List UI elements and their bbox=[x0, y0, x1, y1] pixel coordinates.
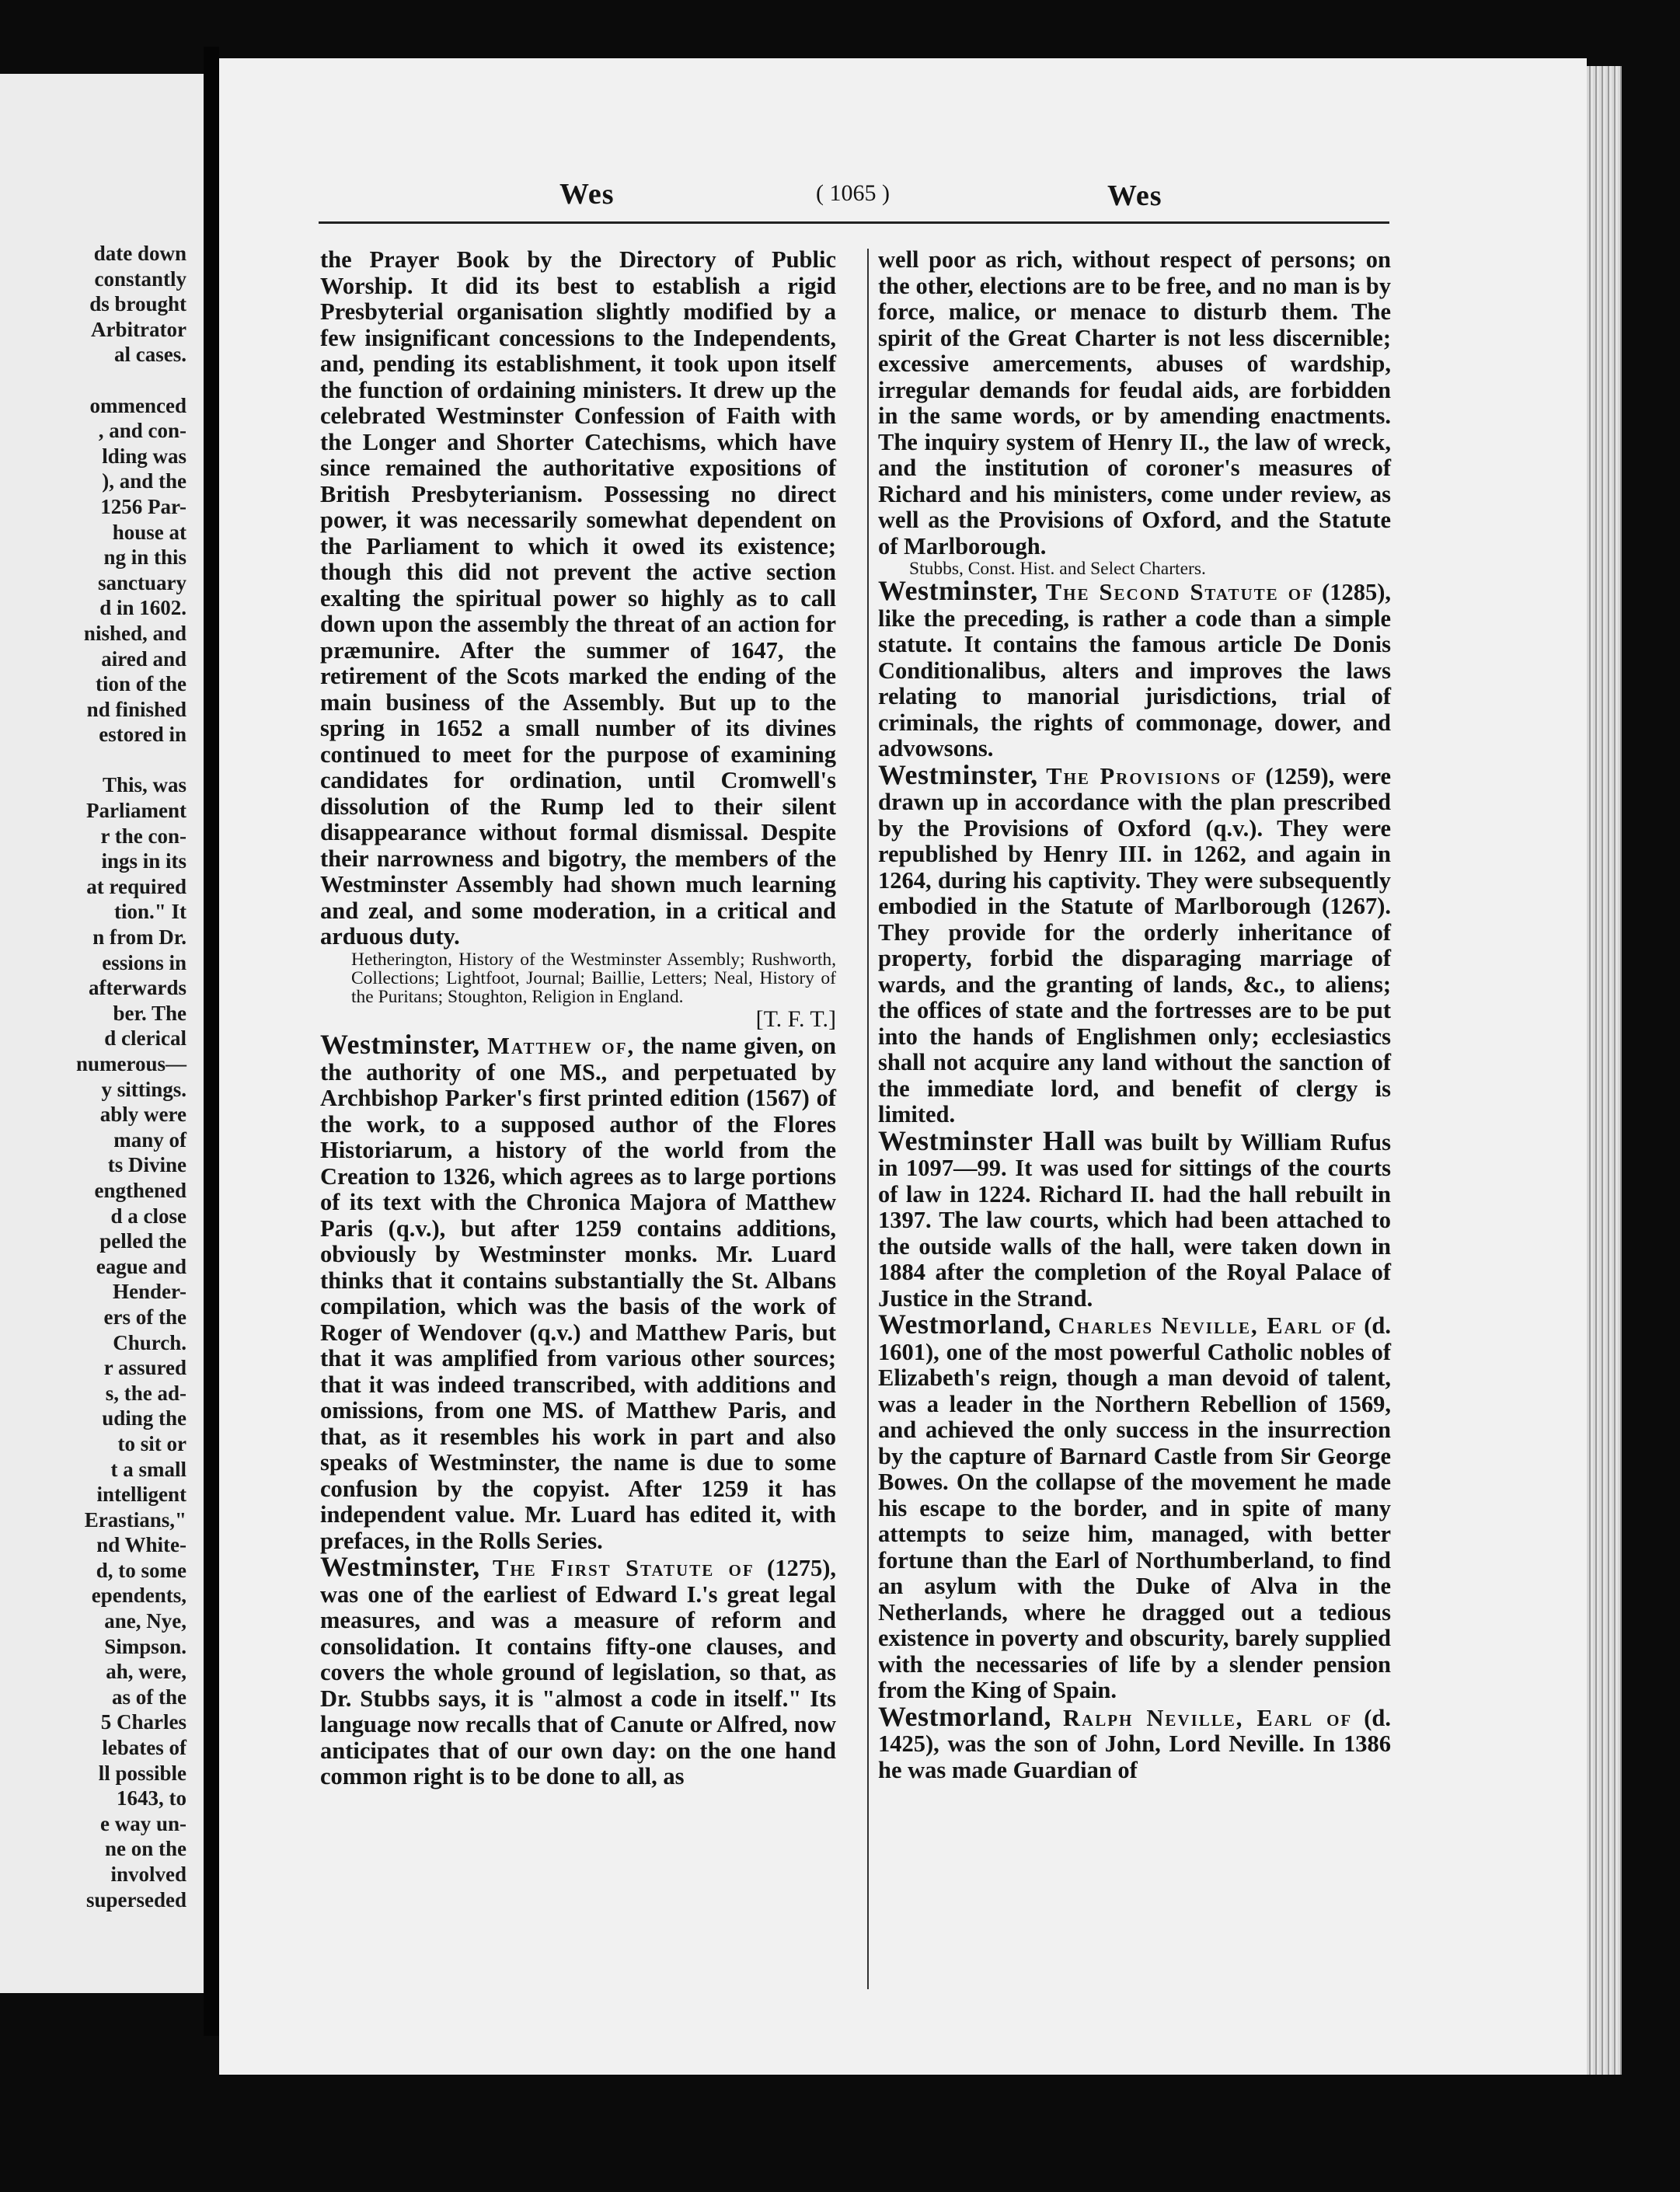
running-head-right: Wes bbox=[1107, 179, 1162, 212]
facing-page-line: lding was bbox=[102, 444, 186, 468]
facing-page-line: d in 1602. bbox=[99, 596, 186, 620]
entry-westminster-hall bbox=[878, 1124, 1391, 1312]
facing-page-line: numerous— bbox=[75, 1052, 186, 1075]
facing-page-line: ), and the bbox=[102, 469, 186, 493]
facing-page-line: superseded bbox=[85, 1887, 186, 1911]
facing-page-line: constantly bbox=[94, 267, 186, 291]
facing-page-line: Parliament bbox=[86, 799, 186, 823]
entry-westmorland-ralph bbox=[878, 1700, 1391, 1784]
facing-page-line: , and con- bbox=[98, 419, 186, 443]
entry-subheading: Ralph Neville, Earl of bbox=[1063, 1704, 1353, 1731]
facing-page-line: s, the ad- bbox=[105, 1381, 186, 1405]
entry-heading: Westminster, bbox=[320, 1551, 480, 1582]
entry-subheading: The Provisions of bbox=[1046, 762, 1257, 789]
entry-subheading: Matthew of, bbox=[487, 1033, 636, 1059]
facing-page-line: e way un- bbox=[99, 1811, 186, 1835]
facing-page-line: ll possible bbox=[98, 1761, 186, 1785]
facing-page-line: ng in this bbox=[103, 545, 186, 570]
facing-page-line: house at bbox=[112, 520, 186, 544]
facing-page-line bbox=[0, 368, 204, 393]
entry-heading: Westmorland, bbox=[878, 1309, 1052, 1340]
facing-page-line: 1256 Par- bbox=[100, 494, 186, 518]
facing-page-line: Church. bbox=[113, 1330, 186, 1354]
right-column bbox=[878, 247, 1391, 1783]
facing-page-line: d clerical bbox=[104, 1026, 186, 1051]
facing-page-line: ane, Nye, bbox=[104, 1609, 186, 1633]
page-number: ( 1065 ) bbox=[816, 180, 890, 206]
facing-page-line: aired and bbox=[101, 646, 186, 671]
facing-page-line: uding the bbox=[102, 1406, 186, 1431]
paragraph: the Prayer Book by the Directory of Public Worship. It did its best to establish a rigid Presbyterial organisation slightly modified by a few insignificant concessions to the Independents, and, pending its establishment, it took upon itself the function of ordaining ministers. It drew up the celebrated Westminster Confession of Faith with the Longer and Shorter Catechisms, which have since remained the authoritative expositions of British Presbyterianism. Possessing no direct power, it was necessarily somewhat dependent on the Parliament to which it owed its existence; though this did not prevent the active section exalting the spiritual power so highly as to call down upon the assembly the threat of an action for præmunire. After the summer of 1647, the retirement of the Scots marked the ending of the main business of the Assembly. But up to the spring in 1652 a small number of its divines continued to meet for the purpose of examining candidates for ordination, until Cromwell's dissolution of the Rump led to their silent disappearance without formal dismissal. Despite their narrowness and bigotry, the members of the Westminster Assembly had shown much learning and zeal, and some moderation, in a critical and arduous duty. bbox=[320, 246, 836, 950]
book-gutter bbox=[204, 47, 219, 2036]
facing-page-line: ably were bbox=[99, 1103, 186, 1127]
references: Stubbs, Const. Hist. and Select Charters. bbox=[909, 559, 1206, 579]
facing-page-line: ommenced bbox=[89, 393, 186, 417]
facing-page-line: lebates of bbox=[102, 1736, 186, 1760]
facing-page-line: r the con- bbox=[100, 824, 186, 848]
facing-page-line: at required bbox=[86, 874, 186, 898]
facing-page-line: y sittings. bbox=[101, 1077, 186, 1101]
facing-page-line: tion of the bbox=[96, 672, 186, 696]
facing-page-line: afterwards bbox=[89, 976, 186, 1000]
entry-heading: Westmorland, bbox=[878, 1700, 1052, 1732]
facing-page-line: Simpson. bbox=[104, 1634, 186, 1658]
entry-subheading: The Second Statute of bbox=[1045, 579, 1314, 605]
column-divider bbox=[867, 249, 869, 1989]
entry-heading: Westminster, bbox=[878, 758, 1038, 790]
entry-westminster-provisions bbox=[878, 758, 1391, 1128]
facing-page-line: r assured bbox=[103, 1356, 186, 1380]
facing-page-line: nd finished bbox=[86, 697, 186, 721]
page-edges bbox=[1587, 66, 1622, 2075]
references: Hetherington, History of the Westminster Assembly; Rushworth, Collections; Lightfoot, Journal; Baillie, Letters; Neal, History of the Puritans; Stoughton, Religion in England. bbox=[351, 949, 836, 1007]
facing-page-line: date down bbox=[93, 242, 186, 265]
facing-page-line: many of bbox=[113, 1127, 186, 1152]
entry-body: (1285), like the preceding, is rather a code than a simple statute. It contains the famous article De Donis Conditionalibus, alters and improves the laws relating to manorial jurisdictions, trial of criminals, the rights of commonage, dower, and advowsons. bbox=[878, 579, 1391, 761]
entry-westminster-first-statute bbox=[320, 1551, 836, 1790]
entry-body: the name given, on the authority of one MS., and perpetuated by Archbishop Parker's first printed edition (1567) of the work, to a supposed author of the Flores Historiarum, a history of the world from the Creation to 1326, which agrees as to large portions of its text with the Chronica Majora of Matthew Paris (q.v.), but after 1259 contains additions, obviously by Westminster monks. Mr. Luard thinks that it contains substantially the St. Albans compilation, which was the basis of the work of Roger of Wendover (q.v.) and Matthew Paris, but that it was amplified from various other sources; that it was indeed transcribed, with additions and omissions, from one MS. of Matthew Paris, and that, as it resembles his work in part and also speaks of Westminster, the name is due to some confusion by the copyist. After 1259 it has independent value. Mr. Luard has edited it, with prefaces, in the Rolls Series. bbox=[320, 1033, 836, 1554]
facing-page-line: ings in its bbox=[101, 849, 186, 873]
header-rule bbox=[319, 221, 1389, 224]
facing-page-line: 5 Charles bbox=[100, 1710, 186, 1734]
entry-heading: Westminster Hall bbox=[878, 1124, 1096, 1156]
facing-page-line: Erastians," bbox=[84, 1507, 186, 1532]
entry-body: (d. 1601), one of the most powerful Catholic nobles of Elizabeth's reign, though a man devoid of talent, was a leader in the Northern Rebellion of 1569, and achieved the only success in the insurrection by the capture of Barnard Castle from Sir George Bowes. On the collapse of the movement he made his escape to the border, and in spite of many attempts to seize him, managed, with better fortune than the Earl of Northumberland, to find an asylum with the Duke of Alva in the Netherlands, where he dragged out a tedious existence in poverty and obscurity, barely supplied with the necessaries of life by a slender pension from the King of Spain. bbox=[878, 1312, 1392, 1703]
facing-page-line: estored in bbox=[99, 723, 186, 747]
facing-page-line: involved bbox=[110, 1863, 186, 1886]
facing-page-line: t a small bbox=[110, 1457, 186, 1481]
facing-page-line: ers of the bbox=[103, 1305, 186, 1329]
facing-page-line: nished, and bbox=[83, 621, 186, 645]
facing-page-line: ber. The bbox=[113, 1001, 186, 1025]
facing-page-line: pelled the bbox=[99, 1229, 186, 1253]
facing-page-line: Arbitrator bbox=[91, 317, 186, 341]
entry-westminster-second-statute bbox=[878, 575, 1391, 762]
entry-body: (1259), were drawn up in accordance with the plan prescribed by the Provisions of Oxford (q.v.). They were republished by Henry III. in 1262, and again in 1264, during his captivity. They were subsequently embodied in the Statute of Marlborough (1267). They provide for the orderly inheritance of property, forbid the disparaging marriage of wards, and the granting of lands, &c., to aliens; the offices of state and the fortresses are to be put into the hands of Englishmen only; ecclesiastics shall not acquire any land without the sanction of the immediate lord, and benefit of clergy is limited. bbox=[878, 762, 1391, 1127]
paragraph: well poor as rich, without respect of persons; on the other, elections are to be free, and no man is by force, malice, or menace to disturb them. The spirit of the Great Charter is not less discernible; excessive amercements, abuses of wardship, irregular demands for feudal aids, are forbidden in the same words, or by amending enactments. The inquiry system of Henry II., the law of wreck, and the institution of coroner's measures of Richard and his ministers, come under review, as well as the Provisions of Oxford, and the Statute of Marlborough. bbox=[878, 246, 1391, 559]
facing-page-text bbox=[0, 241, 204, 1912]
entry-body: was built by William Rufus in 1097—99. It was used for sittings of the courts of law in 1224. Richard II. had the hall rebuilt in 1397. The law courts, which had been attached to the outside walls of the hall, were taken down in 1884 after the completion of the Royal Palace of Justice in the Strand. bbox=[878, 1128, 1391, 1312]
facing-page-line: ds brought bbox=[89, 292, 186, 316]
facing-page-line: This, was bbox=[102, 773, 186, 797]
facing-page-line: ne on the bbox=[104, 1837, 186, 1861]
running-head-left: Wes bbox=[559, 178, 615, 211]
entry-body: (d. 1425), was the son of John, Lord Neville. In 1386 he was made Guardian of bbox=[878, 1704, 1391, 1783]
facing-page-line: intelligent bbox=[96, 1483, 186, 1507]
facing-page-line: n from Dr. bbox=[92, 925, 186, 950]
facing-page-line: 1643, to bbox=[117, 1786, 186, 1810]
entry-subheading: Charles Neville, Earl of bbox=[1058, 1312, 1358, 1339]
entry-subheading: The First Statute of bbox=[493, 1555, 755, 1581]
entry-heading: Westminster, bbox=[878, 575, 1038, 606]
facing-page-line: eague and bbox=[96, 1254, 186, 1278]
entry-heading: Westminster, bbox=[320, 1029, 480, 1060]
entry-westmorland-charles bbox=[878, 1309, 1392, 1704]
facing-page-line: sanctuary bbox=[98, 570, 186, 594]
facing-page-line: nd White- bbox=[96, 1533, 186, 1557]
facing-page-line: d, to some bbox=[96, 1558, 186, 1582]
facing-page-line: essions in bbox=[102, 950, 186, 974]
facing-page-fragment bbox=[0, 74, 204, 1993]
facing-page-line: tion." It bbox=[114, 900, 186, 924]
facing-page-line: to sit or bbox=[117, 1431, 186, 1455]
facing-page-line: as of the bbox=[112, 1685, 186, 1709]
facing-page-line: engthened bbox=[94, 1178, 186, 1202]
facing-page-line: ts Divine bbox=[107, 1153, 186, 1177]
facing-page-line: ependents, bbox=[91, 1584, 186, 1608]
running-header bbox=[319, 177, 1389, 224]
entry-westminster-matthew bbox=[320, 1029, 836, 1554]
facing-page-line: ah, were, bbox=[106, 1660, 186, 1684]
entry-body: (1275), was one of the earliest of Edward I.'s great legal measures, and was a measure of reform and consolidation. It contains fifty-one clauses, and covers the whole ground of legislation, so that, as Dr. Stubbs says, it is "almost a code in itself." Its language now recalls that of Canute or Alfred, now anticipates that of our own day: on the one hand common right is to be done to all, as bbox=[320, 1555, 836, 1789]
left-column bbox=[320, 247, 836, 1790]
facing-page-line: d a close bbox=[110, 1204, 186, 1228]
author-initials: [T. F. T.] bbox=[755, 1005, 836, 1032]
facing-page-line bbox=[0, 748, 204, 773]
facing-page-line: Hender- bbox=[113, 1280, 186, 1304]
facing-page-line: al cases. bbox=[114, 343, 186, 367]
